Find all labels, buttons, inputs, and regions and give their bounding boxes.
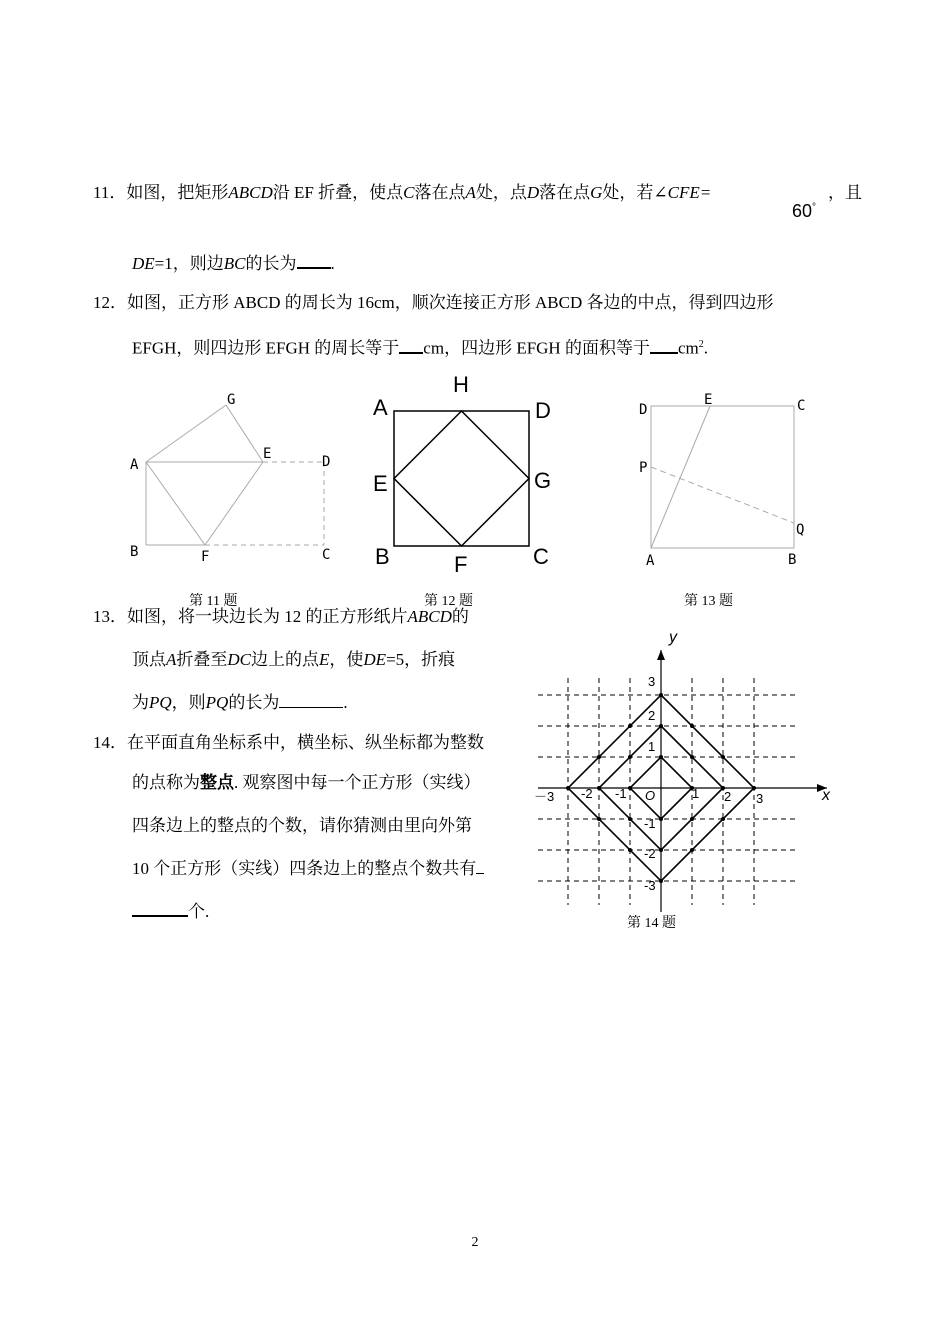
label-a: A: [373, 395, 388, 420]
caption-fig11: 第 11 题: [189, 594, 238, 609]
answer-blank[interactable]: [650, 337, 678, 354]
tick-y: 2: [648, 708, 656, 723]
tick-x: 2: [724, 789, 732, 804]
tick-y: -2: [644, 846, 656, 861]
q11-number: 11．: [93, 183, 127, 202]
label-a: A: [646, 553, 655, 569]
label-b: B: [375, 544, 390, 569]
figure-12: [370, 370, 570, 580]
label-e: E: [263, 446, 272, 462]
q12-number: 12．: [93, 293, 127, 312]
label-f: F: [201, 549, 210, 565]
label-f: F: [454, 552, 468, 577]
q11-line1: 11．如图，把矩形ABCD沿 EF 折叠，使点C落在点A处，点D落在点G处，若∠CFE=: [93, 183, 712, 202]
label-q: Q: [796, 522, 805, 538]
q13-number: 13．: [93, 607, 127, 626]
q13-line2: 顶点A折叠至DC边上的点E，使DE=5，折痕: [132, 650, 456, 669]
label-b: B: [788, 552, 797, 568]
figure-11: [125, 385, 345, 585]
label-h: H: [453, 372, 469, 397]
label-e: E: [373, 471, 388, 496]
caption-fig14: 第 14 题: [627, 916, 676, 931]
origin-label: O: [645, 788, 656, 803]
tick-x: -2: [581, 786, 593, 801]
label-c: C: [533, 544, 549, 569]
answer-blank[interactable]: [297, 252, 331, 269]
label-g: G: [227, 392, 236, 408]
tick-y: 3: [648, 674, 656, 689]
tick-x: －3: [534, 789, 555, 804]
q11-line2: DE=1，则边BC的长为 .: [132, 254, 335, 273]
q11-line1-tail: ，且: [828, 183, 862, 202]
answer-blank[interactable]: [476, 858, 484, 874]
q14-line3: 四条边上的整点的个数，请你猜测由里向外第: [132, 816, 472, 835]
page-number: 2: [471, 1235, 479, 1250]
label-c: C: [322, 547, 331, 563]
label-d: D: [639, 402, 648, 418]
label-b: B: [130, 544, 139, 560]
q14-line2: 的点称为整点. 观察图中每一个正方形（实线）: [132, 773, 481, 792]
q14-line1: 14．在平面直角坐标系中，横坐标、纵坐标都为整数: [93, 733, 484, 752]
axis-x-label: x: [822, 787, 830, 804]
answer-blank[interactable]: [399, 337, 423, 354]
tick-y: 1: [648, 739, 656, 754]
tick-y: -3: [644, 878, 656, 893]
q12-line1: 12．如图，正方形 ABCD 的周长为 16cm，顺次连接正方形 ABCD 各边的中点，得到四边形: [93, 293, 774, 312]
caption-fig13: 第 13 题: [684, 594, 733, 609]
tick-y: -1: [644, 816, 656, 831]
label-d: D: [322, 454, 331, 470]
tick-x: 3: [756, 791, 764, 806]
q13-line1: 13．如图，将一块边长为 12 的正方形纸片ABCD的: [93, 607, 469, 626]
label-g: G: [534, 468, 552, 493]
q14-line5: 个.: [132, 900, 209, 923]
label-e: E: [704, 392, 713, 408]
axis-y-label: y: [669, 629, 677, 646]
q12-line2: EFGH，则四边形 EFGH 的周长等于 cm，四边形 EFGH 的面积等于 $cm^2$.: [132, 338, 708, 358]
figure-14: [525, 620, 845, 920]
tick-x: -1: [615, 786, 627, 801]
label-p: P: [639, 460, 648, 476]
q14-number: 14．: [93, 733, 127, 752]
label-a: A: [130, 457, 139, 473]
figure-13: [630, 390, 830, 590]
q14-line4: 10 个正方形（实线）四条边上的整点个数共有: [132, 858, 484, 880]
q13-line3: 为PQ，则PQ的长为 .: [132, 693, 348, 712]
answer-blank[interactable]: [279, 692, 343, 708]
answer-blank[interactable]: [132, 900, 188, 917]
label-d: D: [535, 398, 551, 423]
tick-x: 1: [692, 786, 700, 801]
q11-angle: 60°: [792, 201, 817, 221]
label-c: C: [797, 398, 806, 414]
caption-fig12: 第 12 题: [424, 594, 473, 609]
